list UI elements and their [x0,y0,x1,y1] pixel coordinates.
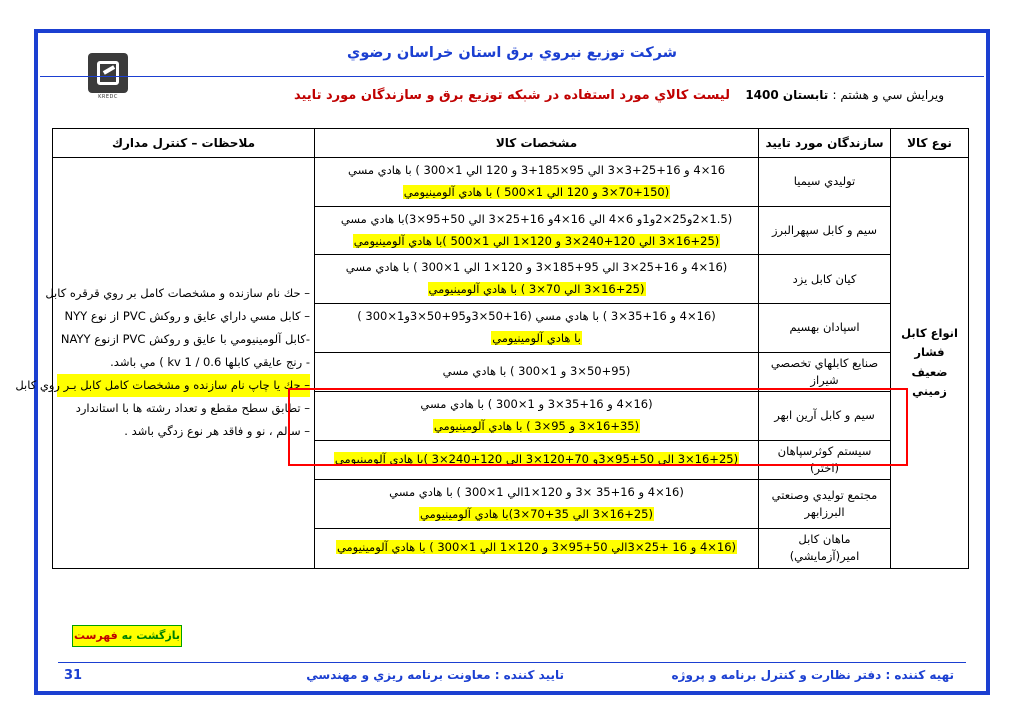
maker-cell-2: كيان كابل يزد [759,255,891,304]
spec-line: 16×4 و 16+25+3×3 الي 95×185+3 و 120 الي 1×300 ) با هادي مسي [347,163,726,177]
edition-info [745,88,944,102]
back-button-label: بازگشت به [121,629,181,642]
spec-line-highlighted [319,231,754,253]
note-item-3: - رنج عايقي كابلها kv 1 / 0.6 ) مي باشد. [110,355,310,370]
spec-line: (16×4 و 16+35×3 و 1×300 ) با هادي مسي [420,397,653,412]
spec-line-highlighted [319,328,754,350]
spec-line-highlighted [319,416,754,438]
company-logo [83,53,133,107]
spec-cell-2 [315,255,759,304]
maker-cell-0: توليدي سيميا [759,158,891,207]
page-number: 31 [64,668,83,683]
column-header-spec: مشخصات كالا [315,129,759,158]
note-item-1: – كابل مسي داراي عايق و روكش PVC از نوع NYY [64,309,310,324]
spec-line-highlighted [319,537,754,559]
maker-cell-4: صنايع كابلهاي تخصصي شيراز [759,352,891,392]
spec-highlight: (16+25×3 الي 35+70×3)با هادي آلومينيومي [420,507,653,522]
note-item-5: – تطابق سطح مقطع و تعداد رشته ها با استاندارد [75,401,310,416]
maker-cell-3: اسپادان بهسيم [759,304,891,353]
notes-cell [15,158,315,569]
spec-highlight: (16+25×3 الي 120+240×3 و 120×1 الي 1×500 )با هادي آلومينيومي [353,233,720,248]
spec-cell-3 [315,304,759,353]
logo-caption: KREDC [98,94,118,100]
edition-value: تابستان 1400 [745,88,829,102]
edition-label: ويرايش سي و هشتم : [832,88,944,102]
approved-by: تاييد كننده : معاونت برنامه ريزي و مهندسي [306,668,564,682]
maker-cell-8: ماهان كابل امير(آزمايشي) [759,529,891,569]
type-cell: انواع كابل فشار ضعيف زميني [891,158,969,569]
table-header-row [53,129,969,158]
spec-line: (16×4 و 16+35×3 ) با هادي مسي (16+50×3و95+50×3و1×300 ) [357,309,716,324]
document-title: ليست كالاي مورد استفاده در شبكه توزيع برق و سازندگان مورد تاييد [293,88,730,103]
footer-divider [58,662,966,663]
table-row [53,158,969,207]
header-divider [40,76,984,77]
company-title: شركت توزيع نيروي برق استان خراسان رضوي [347,45,677,61]
spec-highlight: با هادي آلومينيومي [492,330,581,345]
spec-cell-7 [315,480,759,529]
spec-line: (16×4 و 16+25×3 الي 95+185×3 و 120×1 الي 1×300 ) با هادي مسي [345,260,728,275]
spec-line-highlighted [319,182,754,204]
prepared-by: تهيه كننده : دفتر نظارت و كنترل برنامه و پروژه [671,668,954,682]
spec-cell-8 [315,529,759,569]
spec-line: (50+95×3 و 1×300 ) با هادي مسي [442,364,631,379]
spec-cell-1 [315,206,759,255]
spec-line-highlighted [319,279,754,301]
column-header-notes: ملاحظات – كنترل مدارك [53,129,315,158]
spec-cell-0 [315,158,759,207]
product-table [15,128,969,569]
spec-line: (16×4 و 16+35 ×3 و 120×1الي 1×300 ) با هادي مسي [389,485,684,500]
spec-line-highlighted [319,504,754,526]
document-footer [40,662,984,692]
spec-cell-6 [315,440,759,480]
document-header [40,35,984,121]
logo-icon [88,53,128,93]
spec-highlight: (16+35×3 و 95×3 ) با هادي آلومينيومي [433,419,640,434]
spec-highlight: (16+25×3 الي 70×3 ) با هادي آلومينيومي [428,282,645,297]
spec-cell-4 [315,352,759,392]
note-item-4: – حك يا چاپ نام سازنده و مشخصات كامل كابل بـر روي كابل [57,374,310,397]
spec-line: (1.5×2و25×2و1و 6×4 الي 16×4و 16+25×3 الي 50+95×3)با هادي مسي [340,211,733,226]
back-button-label-index: فهرست [73,629,118,642]
maker-cell-7: مجتمع توليدي وصنعتي البرزابهر [759,480,891,529]
maker-cell-1: سيم و كابل سپهرالبرز [759,206,891,255]
column-header-maker: سازندگان مورد تاييد [759,129,891,158]
back-to-index-button[interactable] [72,625,182,647]
note-item-2: -كابل آلومينيومي با عايق و روكش PVC ازنوع NAYY [60,332,310,347]
spec-line-highlighted [319,449,754,471]
note-item-6: – سالم ، نو و فاقد هر نوع زدگي باشد . [124,424,310,439]
maker-cell-5: سيم و كابل آرين ابهر [759,392,891,441]
note-item-0: – حك نام سازنده و مشخصات كامل بر روي قرقره كابل [45,286,310,301]
column-header-type: نوع كالا [891,129,969,158]
maker-cell-6: سيستم كوثرسپاهان (اختر) [759,440,891,480]
spec-highlight: (16×4 و 16 +25×3الي 50+95×3 و 120×1 الي 1×300 ) با هادي آلومينيومي [336,540,737,555]
spec-highlight: (16+25×3 الي 50+95×3و 70+120×3 الي 120+240×3 )با هادي آلومينيومي [334,452,739,467]
spec-cell-5 [315,392,759,441]
spec-highlight: (70+150×3 و 120 الي 1×500 ) با هادي آلومينيومي [403,184,670,199]
